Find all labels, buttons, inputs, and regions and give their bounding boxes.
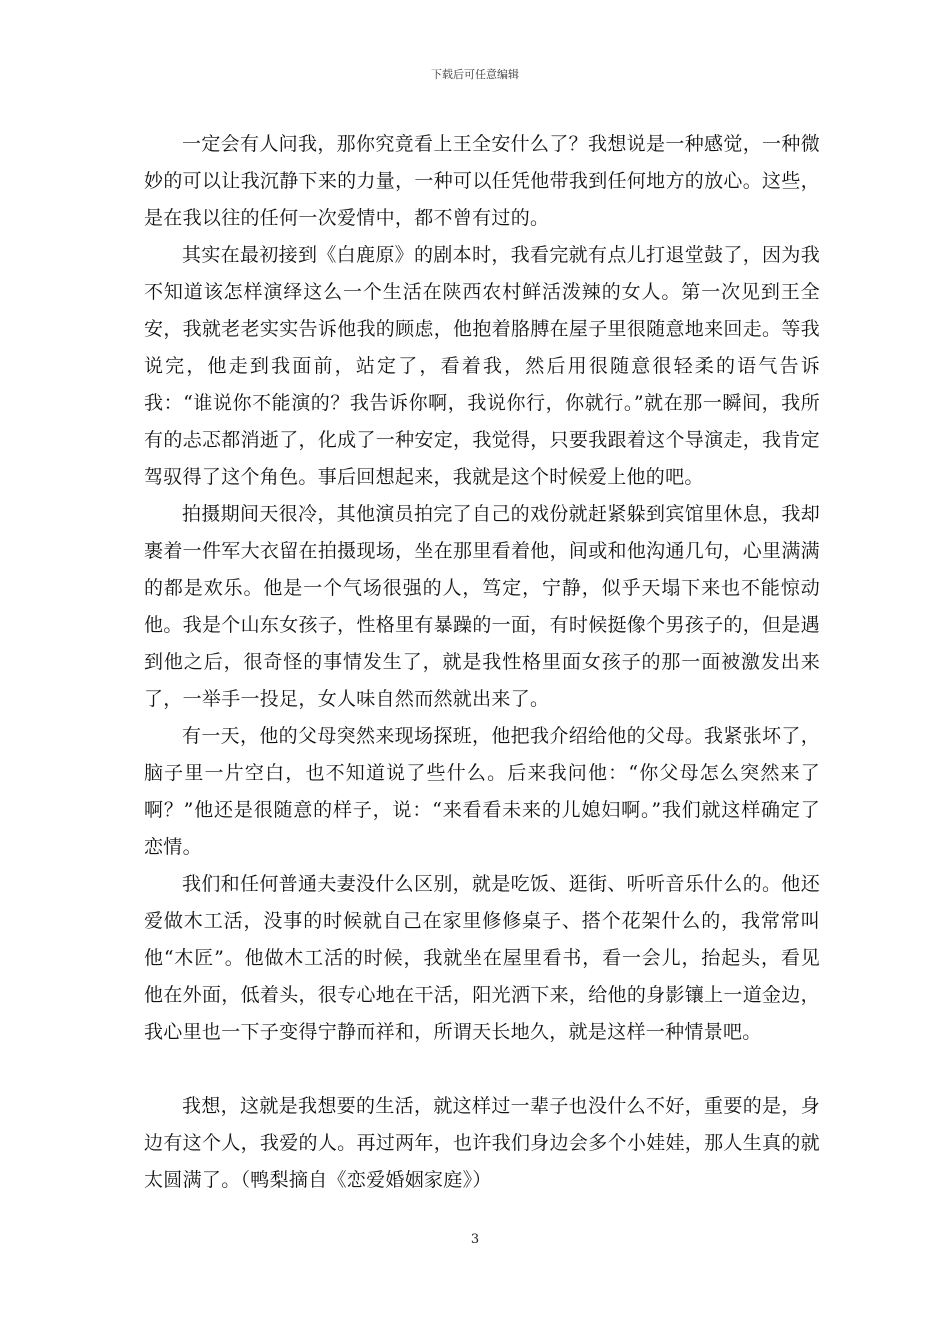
page-number: 3 [470, 1232, 480, 1247]
page-header: 下载后可任意编辑 [431, 68, 519, 81]
paragraph-1: 一定会有人问我，那你究竟看上王全安什么了？我想说是一种感觉，一种微妙的可以让我沉静下来的力量，一种可以任凭他带我到任何地方的放心。这些，是在我以往的任何一次爱情中，都不曾有过的。 [144, 133, 820, 229]
paragraph-gap [144, 1051, 820, 1088]
paragraph-5: 我们和任何普通夫妻没什么区别，就是吃饭、逛街、听听音乐什么的。他还爱做木工活，没事的时候就自己在家里修修桌子、搭个花架什么的，我常常叫他“木匠”。他做木工活的时候，我就坐在屋里看书，看一会儿，抬起头，看见他在外面，低着头，很专心地在干活，阳光洒下来，给他的身影镶上一道金边，我心里也一下子变得宁静而祥和，所谓天长地久，就是这样一种情景吧。 [144, 873, 820, 1043]
paragraph-2: 其实在最初接到《白鹿原》的剧本时，我看完就有点儿打退堂鼓了，因为我不知道该怎样演绎这么一个生活在陕西农村鲜活泼辣的女人。第一次见到王全安，我就老老实实告诉他我的顾虑，他抱着胳膊在屋子里很随意地来回走。等我说完，他走到我面前，站定了，看着我，然后用很随意很轻柔的语气告诉我：“谁说你不能演的？我告诉你啊，我说你行，你就行。”就在那一瞬间，我所有的忐忑都消逝了，化成了一种安定，我觉得，只要我跟着这个导演走，我肯定驾驭得了这个角色。事后回想起来，我就是这个时候爱上他的吧。 [144, 244, 820, 488]
paragraph-4: 有一天，他的父母突然来现场探班，他把我介绍给他的父母。我紧张坏了，脑子里一片空白，也不知道说了些什么。后来我问他：“你父母怎么突然来了啊？”他还是很随意的样子，说：“来看看未来的儿媳妇啊。”我们就这样确定了恋情。 [144, 725, 820, 858]
paragraph-3: 拍摄期间天很冷，其他演员拍完了自己的戏份就赶紧躲到宾馆里休息，我却裹着一件军大衣留在拍摄现场，坐在那里看着他，间或和他沟通几句，心里满满的都是欢乐。他是一个气场很强的人，笃定，宁静，似乎天塌下来也不能惊动他。我是个山东女孩子，性格里有暴躁的一面，有时候挺像个男孩子的，但是遇到他之后，很奇怪的事情发生了，就是我性格里面女孩子的那一面被激发出来了，一举手一投足，女人味自然而然就出来了。 [144, 503, 820, 710]
paragraph-6: 我想，这就是我想要的生活，就这样过一辈子也没什么不好，重要的是，身边有这个人，我爱的人。再过两年，也许我们身边会多个小娃娃，那人生真的就太圆满了。（鸭梨摘自《恋爱婚姻家庭》） [144, 1095, 820, 1191]
document-body [144, 126, 820, 1199]
